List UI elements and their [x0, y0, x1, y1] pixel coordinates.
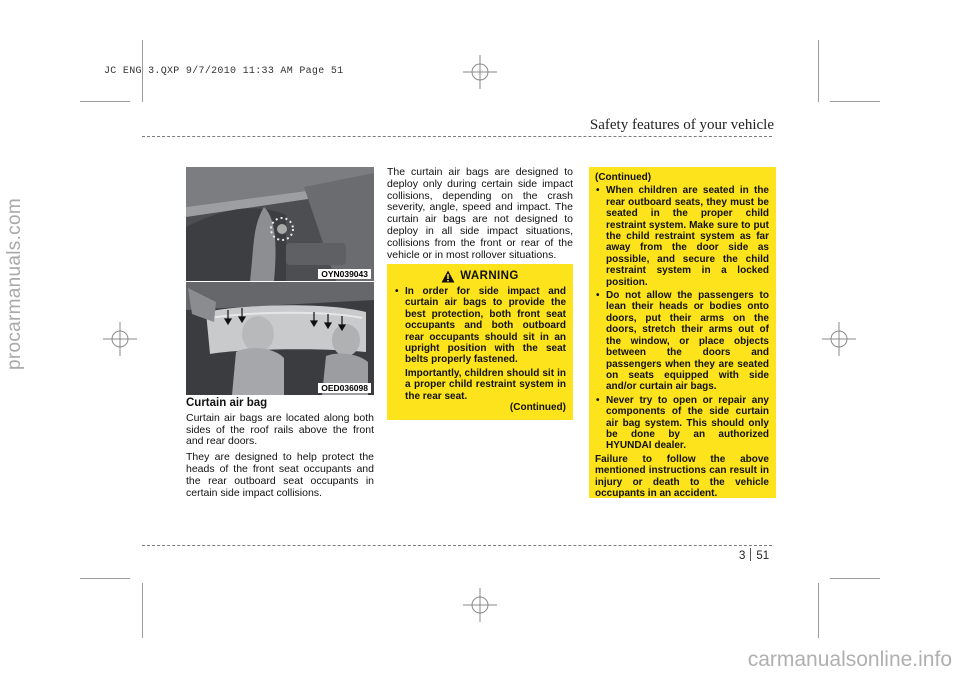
list-item: • In order for side impact and curtain air bags to provide the best protection, both front seat occupants and both outboard rear occupants should sit in an upright position with the seat belts properly fastened.	[394, 286, 566, 366]
crop-mark	[830, 578, 880, 579]
warning-title: WARNING	[460, 269, 519, 282]
continued-warning-box	[589, 167, 776, 498]
registration-mark-icon	[463, 55, 497, 89]
crop-mark	[80, 578, 130, 579]
crop-mark	[818, 40, 819, 102]
registration-mark-icon	[463, 588, 497, 622]
warning-note: Importantly, children should sit in a proper child restraint system in the rear seat.	[405, 367, 566, 402]
section-heading: Curtain air bag	[186, 397, 268, 409]
warning-triangle-icon	[441, 270, 455, 283]
paragraph: Curtain air bags are located along both sides of the roof rails above the front and rear doors.	[186, 411, 374, 448]
warning-list	[394, 286, 566, 366]
continued-list	[595, 185, 769, 451]
watermark-bottom: carmanualsonline.info	[747, 648, 952, 671]
paragraph: The curtain air bags are designed to deploy only during certain side impact collisions, depending on the crash severity, angle, speed and impact. The curtain air bags are not designed to deploy in all side impact situations, collisions from the front or rear of the vehicle or in most rollover situations.	[387, 166, 573, 261]
header-rule	[142, 136, 772, 137]
crop-mark	[80, 101, 130, 102]
registration-mark-icon	[822, 322, 856, 356]
continued-label: (Continued)	[509, 402, 566, 414]
photo-curtain-airbag-pillar	[186, 167, 374, 281]
crop-mark	[142, 583, 143, 638]
photo-code: OYN039043	[318, 269, 371, 279]
list-item: • When children are seated in the rear outboard seats, they must be seated in the proper child restraint system. Make sure to put the child restraint system as far away from the door side as possible, and secure the child restraint system in a locked position.	[595, 185, 769, 288]
pillar-illustration	[186, 167, 374, 281]
watermark-left: procarmanuals.com	[4, 198, 25, 370]
photo-curtain-airbag-deployed	[186, 282, 374, 395]
chapter-number: 3	[739, 550, 746, 562]
warning-box	[387, 264, 573, 420]
middle-column	[387, 167, 573, 265]
registration-mark-icon	[103, 322, 137, 356]
closing-warning: Failure to follow the above mentioned instructions can result in injury or death to the vehicle occupants in an accident.	[595, 453, 769, 499]
crop-mark	[818, 583, 819, 638]
deployed-airbag-illustration	[186, 282, 374, 395]
photo-code: OED036098	[318, 383, 371, 393]
page-number	[739, 548, 769, 562]
footer-rule	[142, 545, 772, 546]
warning-header	[394, 270, 566, 283]
section-title: Safety features of your vehicle	[589, 117, 774, 133]
list-item: • Do not allow the passengers to lean their heads or bodies onto doors, put their arms on the doors, stretch their arms out of the window, or place objects between the doors and passengers when they are seated on seats equipped with side and/or curtain air bags.	[595, 290, 769, 393]
list-item: • Never try to open or repair any components of the side curtain air bag system. This should only be done by an authorized HYUNDAI dealer.	[595, 395, 769, 452]
continued-header: (Continued)	[595, 172, 652, 183]
page-number-value: 51	[756, 550, 770, 562]
crop-mark	[830, 101, 880, 102]
left-column	[186, 398, 374, 503]
paragraph: They are designed to help protect the heads of the front seat occupants and the rear outboard seat occupants in certain side impact collisions.	[186, 451, 374, 499]
print-slug: JC ENG 3.QXP 9/7/2010 11:33 AM Page 51	[104, 66, 344, 77]
